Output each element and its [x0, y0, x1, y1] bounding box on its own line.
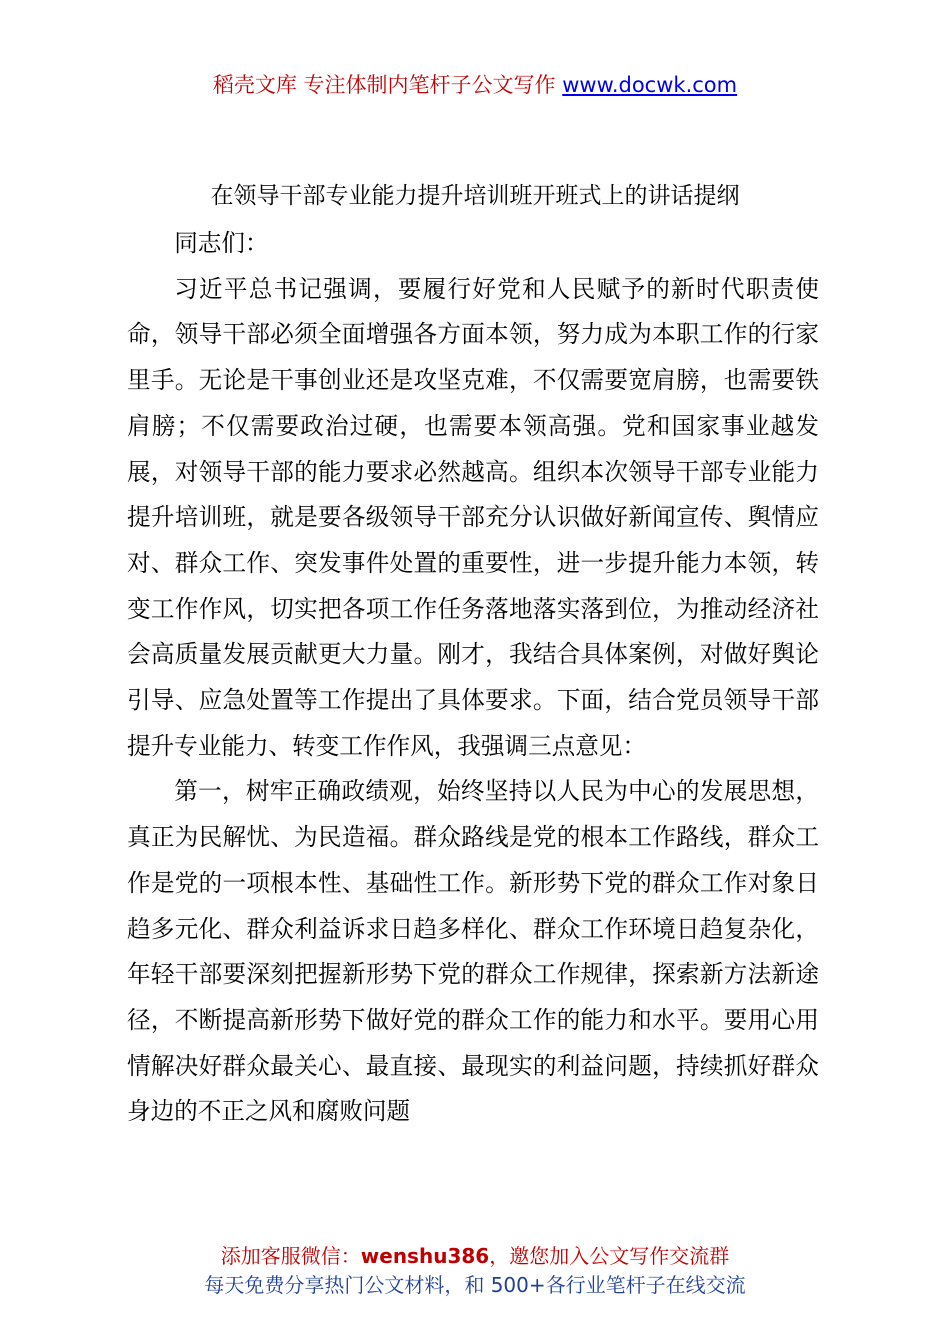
paragraph: 第一，树牢正确政绩观，始终坚持以人民为中心的发展思想，真正为民解忧、为民造福。群众路线是党的根本工作路线，群众工作是党的一项根本性、基础性工作。新形势下党的群众工作对象日趋多元化、群众利益诉求日趋多样化、群众工作环境日趋复杂化，年轻干部要深刻把握新形势下党的群众工作规律，探索新方法新途径，不断提高新形势下做好党的群众工作的能力和水平。要用心用情解决好群众最关心、最直接、最现实的利益问题，持续抓好群众身边的不正之风和腐败问题	[127, 777, 819, 1126]
site-footer	[0, 1242, 950, 1300]
salutation: 同志们：	[174, 229, 269, 257]
footer-contact-prefix: 添加客服微信：	[220, 1244, 361, 1268]
document-body	[127, 221, 819, 1135]
site-header	[0, 70, 950, 100]
site-url-link[interactable]: www.docwk.com	[562, 73, 738, 97]
paragraph: 习近平总书记强调，要履行好党和人民赋予的新时代职责使命，领导干部必须全面增强各方面本领，努力成为本职工作的行家里手。无论是干事创业还是攻坚克难，不仅需要宽肩膀，也需要铁肩膀；不仅需要政治过硬，也需要本领高强。党和国家事业越发展，对领导干部的能力要求必然越高。组织本次领导干部专业能力提升培训班，就是要各级领导干部充分认识做好新闻宣传、舆情应对、群众工作、突发事件处置的重要性，进一步提升能力本领，转变工作作风，切实把各项工作任务落地落实落到位，为推动经济社会高质量发展贡献更大力量。刚才，我结合具体案例，对做好舆论引导、应急处置等工作提出了具体要求。下面，结合党员领导干部提升专业能力、转变工作作风，我强调三点意见：	[127, 274, 819, 760]
document-title: 在领导干部专业能力提升培训班开班式上的讲话提纲	[210, 183, 740, 209]
wechat-id: wenshu386	[360, 1244, 490, 1268]
footer-contact-suffix: ，邀您加入公文写作交流群	[489, 1244, 730, 1268]
header-brand-text: 稻壳文库 专注体制内笔杆子公文写作	[212, 73, 563, 97]
footer-promo-line: 每天免费分享热门公文材料，和 500+各行业笔杆子在线交流	[204, 1273, 746, 1297]
footer-contact-line	[0, 1242, 950, 1271]
